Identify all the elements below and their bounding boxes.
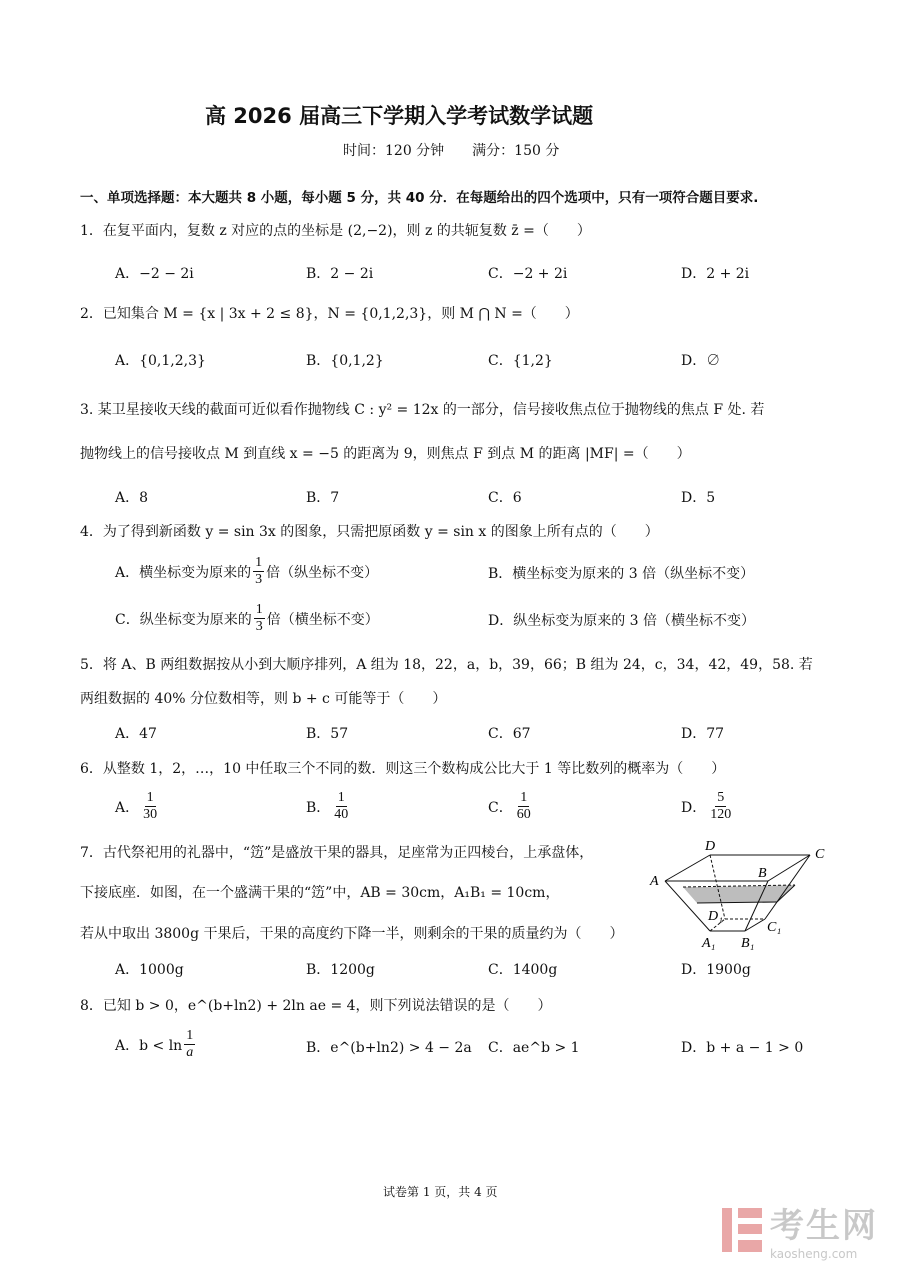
q2-option-a: A．{0,1,2,3} <box>115 353 206 369</box>
question-1-stem: 1．在复平面内，复数 z 对应的点的坐标是 (2,−2)，则 z 的共轭复数 z̄ =（ ） <box>80 223 591 239</box>
q1-option-d: D．2 + 2i <box>681 266 750 282</box>
q6-option-b <box>306 790 352 823</box>
q6-option-d-label: D． <box>681 799 707 816</box>
q2-option-c: C．{1,2} <box>488 353 553 369</box>
q5-option-d: D．77 <box>681 726 725 742</box>
q8-option-d: D．b + a − 1 > 0 <box>681 1040 804 1056</box>
label-A: A <box>650 874 659 889</box>
q6-option-c <box>488 790 535 823</box>
q7-option-b: B．1200g <box>306 962 375 978</box>
q2-option-d: D．∅ <box>681 353 721 369</box>
q4-option-c-suffix: 倍（横坐标不变） <box>266 611 379 628</box>
q6-option-b-label: B． <box>306 799 331 816</box>
q1-option-c: C．−2 + 2i <box>488 266 568 282</box>
q5-option-b: B．57 <box>306 726 349 742</box>
question-7-line-1: 7．古代祭祀用的礼器中，“笾”是盛放干果的器具，足座常为正四棱台，上承盘体， <box>80 845 594 861</box>
q8-option-a-text: A．b < ln <box>115 1037 183 1054</box>
label-B1: B₁ <box>741 936 755 951</box>
q8-option-a <box>115 1028 197 1061</box>
q3-option-b: B．7 <box>306 490 340 506</box>
section-heading: 一、单项选择题：本大题共 8 小题，每小题 5 分，共 40 分．在每题给出的四个选项中，只有一项符合题目要求. <box>80 190 759 206</box>
edge-BC <box>768 855 810 881</box>
question-7-line-2: 下接底座．如图，在一个盛满干果的“笾”中，AB = 30cm，A₁B₁ = 10cm， <box>80 885 560 901</box>
question-3-line-2: 抛物线上的信号接收点 M 到直线 x = −5 的距离为 9，则焦点 F 到点 M 的距离 |MF| =（ ） <box>80 446 691 462</box>
q4-option-c-text: C．纵坐标变为原来的 <box>115 611 252 628</box>
q1-option-a: A．−2 − 2i <box>115 266 194 282</box>
q6-option-b-fraction: $\frac{1}{40}$ <box>334 790 349 822</box>
question-7-line-3: 若从中取出 3800g 干果后，干果的高度约下降一半，则剩余的干果的质量约为（ ） <box>80 926 624 942</box>
q1-option-b: B．2 − 2i <box>306 266 374 282</box>
question-3-line-1: 3. 某卫星接收天线的截面可近似看作抛物线 C : y² = 12x 的一部分，信号接收焦点位于抛物线的焦点 F 处. 若 <box>80 402 765 418</box>
question-6-stem: 6．从整数 1，2，…，10 中任取三个不同的数．则这三个数构成公比大于 1 等比数列的概率为（ ） <box>80 761 726 777</box>
q3-option-a: A．8 <box>115 490 149 506</box>
fraction-one-over-a: $\frac{1}{a}$ <box>186 1028 194 1060</box>
frustum-figure <box>645 835 840 953</box>
q4-option-a-text: A．横坐标变为原来的 <box>115 564 252 581</box>
q6-option-c-fraction: $\frac{1}{60}$ <box>516 790 531 822</box>
watermark-logo-icon <box>720 1202 764 1258</box>
fraction-one-third: $\frac{1}{3}$ <box>255 602 263 634</box>
q8-option-b: B．e^(b+ln2) > 4 − 2a <box>306 1040 472 1056</box>
page-footer: 试卷第 1 页，共 4 页 <box>383 1185 498 1199</box>
question-4-stem: 4．为了得到新函数 y = sin 3x 的图象，只需把原函数 y = sin x 的图象上所有点的（ ） <box>80 524 659 540</box>
fraction-one-third: $\frac{1}{3}$ <box>255 555 263 587</box>
q6-option-d <box>681 790 735 823</box>
q3-option-c: C．6 <box>488 490 522 506</box>
q4-option-d: D．纵坐标变为原来的 3 倍（横坐标不变） <box>488 613 756 629</box>
label-C: C <box>815 847 825 862</box>
exam-info: 时间：120 分钟 满分：150 分 <box>343 143 560 159</box>
q4-option-a-suffix: 倍（纵坐标不变） <box>266 564 379 581</box>
label-C1: C₁ <box>767 920 782 935</box>
q5-option-a: A．47 <box>115 726 157 742</box>
question-5-line-2: 两组数据的 40% 分位数相等，则 b + c 可能等于（ ） <box>80 691 447 707</box>
q6-option-c-label: C． <box>488 799 513 816</box>
watermark-brand: 考生网 <box>770 1206 878 1246</box>
q7-option-d: D．1900g <box>681 962 751 978</box>
q7-option-c: C．1400g <box>488 962 558 978</box>
q6-option-d-fraction: $\frac{5}{120}$ <box>710 790 732 822</box>
q2-option-b: B．{0,1,2} <box>306 353 384 369</box>
q8-option-c: C．ae^b > 1 <box>488 1040 580 1056</box>
q6-option-a-fraction: $\frac{1}{30}$ <box>143 790 158 822</box>
q7-option-a: A．1000g <box>115 962 184 978</box>
edge-AD <box>665 855 710 881</box>
question-2-stem: 2．已知集合 M = {x | 3x + 2 ≤ 8}，N = {0,1,2,3}，则 M ⋂ N =（ ） <box>80 306 579 322</box>
q4-option-b: B．横坐标变为原来的 3 倍（纵坐标不变） <box>488 566 755 582</box>
label-A1: A₁ <box>702 936 716 951</box>
page-title: 高 2026 届高三下学期入学考试数学试题 <box>205 104 594 128</box>
label-B: B <box>758 866 767 881</box>
q5-option-c: C．67 <box>488 726 531 742</box>
question-8-stem: 8．已知 b > 0，e^(b+ln2) + 2ln ae = 4，则下列说法错误的是（ ） <box>80 998 552 1014</box>
q3-option-d: D．5 <box>681 490 716 506</box>
q6-option-a <box>115 790 161 823</box>
question-5-line-1: 5．将 A、B 两组数据按从小到大顺序排列，A 组为 18，22，a，b，39，66；B 组为 24，c，34，42，49，58. 若 <box>80 657 813 673</box>
q4-option-a <box>115 555 378 588</box>
label-D: D <box>705 839 716 854</box>
q4-option-c <box>115 602 379 635</box>
watermark <box>720 1198 878 1261</box>
label-D1: D₁ <box>708 909 723 924</box>
watermark-domain: kaosheng.com <box>770 1247 858 1261</box>
q6-option-a-label: A． <box>115 799 140 816</box>
